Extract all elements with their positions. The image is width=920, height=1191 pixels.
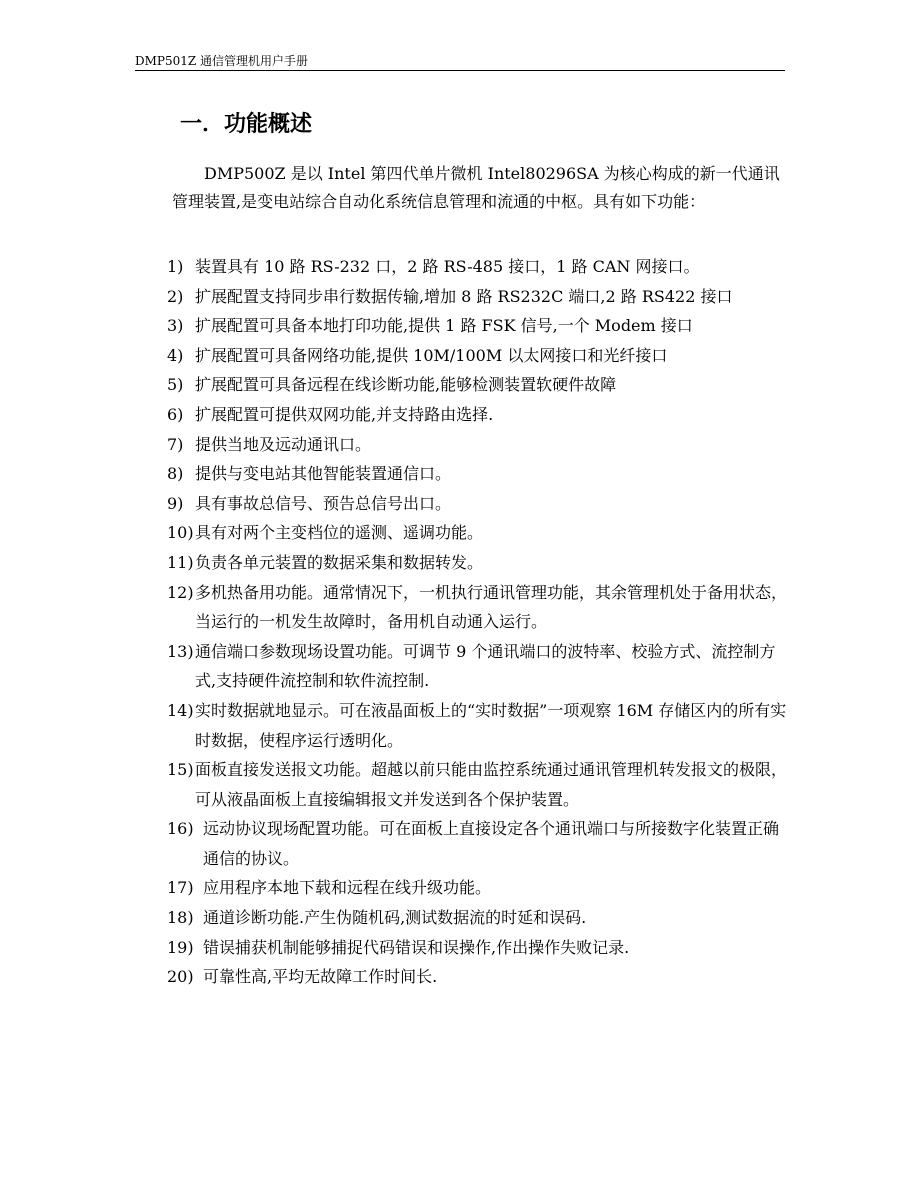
feature-text: 远动协议现场配置功能。可在面板上直接设定各个通讯端口与所接数字化装置正确通信的协议。 — [203, 819, 780, 868]
feature-text: 扩展配置可具备远程在线诊断功能,能够检测装置软硬件故障 — [195, 375, 617, 395]
feature-number: 7) — [167, 434, 184, 454]
feature-item — [167, 962, 787, 992]
feature-number: 15) — [167, 760, 194, 780]
feature-item — [167, 282, 787, 312]
feature-item — [167, 400, 787, 430]
feature-item — [167, 459, 787, 489]
section-title: 一．功能概述 — [180, 112, 313, 137]
feature-number: 20) — [167, 967, 194, 987]
feature-text: 提供与变电站其他智能装置通信口。 — [195, 464, 452, 484]
feature-text: 扩展配置可具备本地打印功能,提供 1 路 FSK 信号,一个 Modem 接口 — [195, 316, 693, 336]
feature-item — [167, 578, 787, 637]
feature-text: 多机热备用功能。通常情况下，一机执行通讯管理功能，其余管理机处于备用状态，当运行的一机发生故障时，备用机自动通入运行。 — [195, 582, 788, 632]
feature-number: 2) — [167, 286, 184, 306]
feature-text: 提供当地及远动通讯口。 — [195, 434, 372, 454]
feature-text: 通信端口参数现场设置功能。可调节 9 个通讯端口的波特率、校验方式、流控制方式,支持硬件流控制和软件流控制. — [195, 641, 776, 691]
feature-number: 13) — [167, 641, 194, 661]
feature-number: 16) — [167, 819, 194, 839]
feature-number: 11) — [167, 552, 194, 572]
feature-item — [167, 518, 787, 548]
feature-item — [167, 370, 787, 400]
feature-number: 3) — [167, 316, 184, 336]
feature-text: 装置具有 10 路 RS-232 口，2 路 RS-485 接口，1 路 CAN 网接口。 — [195, 257, 700, 276]
feature-item — [167, 252, 787, 282]
feature-text: 扩展配置支持同步串行数据传输,增加 8 路 RS232C 端口,2 路 RS422 接口 — [195, 286, 733, 306]
feature-text: 负责各单元装置的数据采集和数据转发。 — [195, 552, 484, 572]
feature-text: 面板直接发送报文功能。超越以前只能由监控系统通过通讯管理机转发报文的极限，可从液晶面板上直接编辑报文并发送到各个保护装置。 — [195, 760, 788, 809]
feature-item — [167, 873, 787, 903]
feature-number: 14) — [167, 700, 194, 720]
feature-number: 17) — [167, 878, 194, 898]
feature-text: 扩展配置可提供双网功能,并支持路由选择. — [195, 404, 494, 424]
feature-item — [167, 341, 787, 371]
page-header: DMP501Z 通信管理机用户手册 — [135, 53, 785, 71]
feature-text: 可靠性高,平均无故障工作时间长. — [203, 967, 438, 987]
feature-number: 10) — [167, 523, 194, 543]
feature-item — [167, 933, 787, 963]
feature-text: 通道诊断功能.产生伪随机码,测试数据流的时延和误码. — [203, 908, 587, 928]
feature-number: 5) — [167, 375, 184, 395]
feature-item — [167, 903, 787, 933]
feature-number: 4) — [167, 345, 184, 365]
feature-number: 19) — [167, 937, 194, 957]
feature-number: 6) — [167, 404, 184, 424]
feature-text: 错误捕获机制能够捕捉代码错误和误操作,作出操作失败记录. — [203, 937, 630, 957]
feature-item — [167, 430, 787, 460]
feature-item — [167, 637, 787, 696]
intro-paragraph: DMP500Z 是以 Intel 第四代单片微机 Intel80296SA 为核心构成的新一代通讯管理装置,是变电站综合自动化系统信息管理和流通的中枢。具有如下功能： — [172, 164, 780, 211]
feature-number: 9) — [167, 493, 184, 513]
feature-item — [167, 489, 787, 519]
feature-number: 8) — [167, 464, 184, 484]
feature-item — [167, 696, 787, 755]
feature-text: 具有对两个主变档位的遥测、遥调功能。 — [195, 523, 484, 543]
feature-number: 18) — [167, 908, 194, 928]
feature-item — [167, 548, 787, 578]
feature-text: 实时数据就地显示。可在液晶面板上的“实时数据”一项观察 16M 存储区内的所有实时数据，使程序运行透明化。 — [195, 700, 787, 750]
feature-item — [167, 814, 787, 873]
feature-item — [167, 755, 787, 814]
feature-list — [167, 252, 787, 992]
feature-number: 1) — [167, 257, 184, 276]
feature-text: 应用程序本地下载和远程在线升级功能。 — [203, 878, 492, 898]
feature-number: 12) — [167, 582, 194, 602]
feature-text: 具有事故总信号、预告总信号出口。 — [195, 493, 452, 513]
feature-text: 扩展配置可具备网络功能,提供 10M/100M 以太网接口和光纤接口 — [195, 345, 668, 365]
feature-item — [167, 311, 787, 341]
